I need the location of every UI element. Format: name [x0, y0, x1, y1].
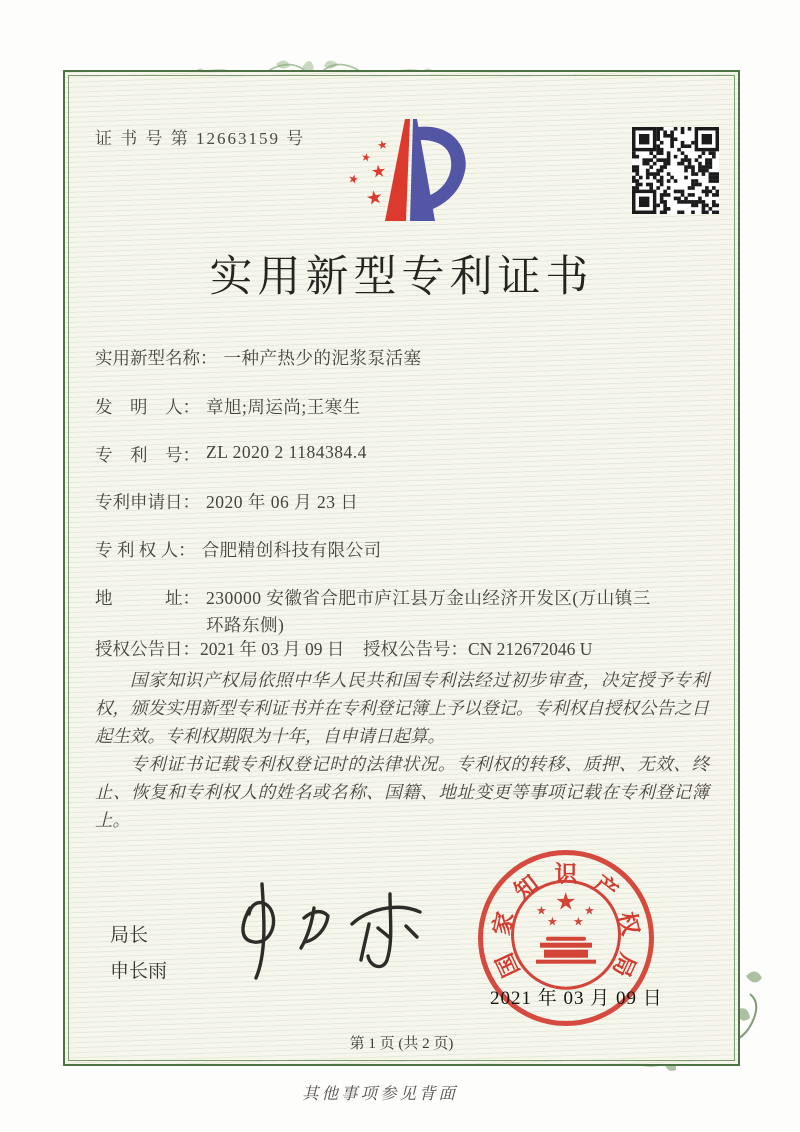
legal-text	[95, 666, 709, 834]
star-icon: ★	[536, 903, 547, 918]
legal-paragraph-2: 专利证书记载专利权登记时的法律状况。专利权的转移、质押、无效、终止、恢复和专利权人的姓名或名称、国籍、地址变更等事项记载在专利登记簿上。	[95, 754, 709, 830]
field-value: 2020 年 06 月 23 日	[206, 492, 359, 512]
seal-char: 知	[509, 870, 544, 905]
star-icon: ★	[370, 161, 388, 182]
grant-date-pair	[95, 639, 344, 659]
legal-paragraph-1: 国家知识产权局依照中华人民共和国专利法经过初步审查，决定授予专利权，颁发实用新型专利证书并在专利登记簿上予以登记。专利权自授权公告之日起生效。专利权期限为十年，自申请日起算。	[95, 670, 709, 746]
seal-char: 家	[488, 909, 519, 938]
field-row-inventors	[95, 394, 710, 419]
signer-block	[110, 918, 167, 990]
tiananmen-glyph	[535, 937, 597, 964]
field-row-address	[95, 585, 710, 639]
field-label: 授权公告号：	[363, 639, 468, 659]
seal-char: 识	[554, 861, 578, 887]
field-label: 地 址：	[95, 588, 200, 608]
field-value: 章旭;周运尚;王寒生	[206, 397, 361, 417]
star-icon: ★	[547, 914, 558, 929]
star-icon: ★	[360, 151, 372, 165]
signer-title: 局长	[110, 925, 149, 946]
field-label: 发 明 人：	[95, 397, 200, 417]
star-icon: ★	[584, 903, 595, 918]
field-label: 授权公告日：	[95, 639, 200, 659]
field-label: 专利申请日：	[95, 492, 200, 512]
field-row-patentee	[95, 537, 710, 562]
field-value: 一种产热少的泥浆泵活塞	[223, 348, 422, 368]
star-icon: ★	[375, 137, 390, 153]
star-icon: ★	[555, 889, 577, 916]
seal-char: 国	[491, 949, 525, 981]
seal-date: 2021 年 03 月 09 日	[490, 988, 663, 1009]
seal-char: 局	[607, 949, 641, 981]
star-icon: ★	[346, 170, 361, 188]
star-icon: ★	[364, 186, 385, 211]
field-row-filing-date	[95, 489, 710, 514]
field-value: 230000 安徽省合肥市庐江县万金山经济开发区(万山镇三环路东侧)	[206, 588, 651, 636]
certificate-title: 实用新型专利证书	[209, 254, 594, 301]
field-value: 合肥精创科技有限公司	[201, 540, 382, 560]
field-value: ZL 2020 2 1184384.4	[206, 442, 367, 462]
grant-number-pair	[363, 636, 592, 661]
national-emblem	[511, 880, 621, 990]
commissioner-signature	[210, 872, 450, 992]
field-row-patent-number	[95, 442, 710, 467]
field-row-name	[95, 345, 710, 370]
certificate-number: 证 书 号 第 12663159 号	[95, 129, 306, 148]
star-icon: ★	[573, 914, 584, 929]
field-label: 专 利 权 人：	[95, 540, 196, 560]
field-row-grant	[95, 636, 710, 661]
seal-char: 权	[613, 909, 644, 938]
field-label: 实用新型名称：	[95, 348, 218, 368]
cnipa-logo	[335, 111, 480, 236]
field-value: 2021 年 03 月 09 日	[200, 639, 345, 659]
seal-char: 产	[588, 870, 623, 905]
page-number: 第 1 页 (共 2 页)	[349, 1036, 454, 1052]
signer-name: 申长雨	[110, 961, 168, 982]
back-side-note: 其他事项参见背面	[302, 1084, 458, 1103]
qr-code	[632, 127, 719, 214]
field-value: CN 212672046 U	[468, 639, 593, 659]
field-label: 专 利 号：	[95, 445, 200, 465]
